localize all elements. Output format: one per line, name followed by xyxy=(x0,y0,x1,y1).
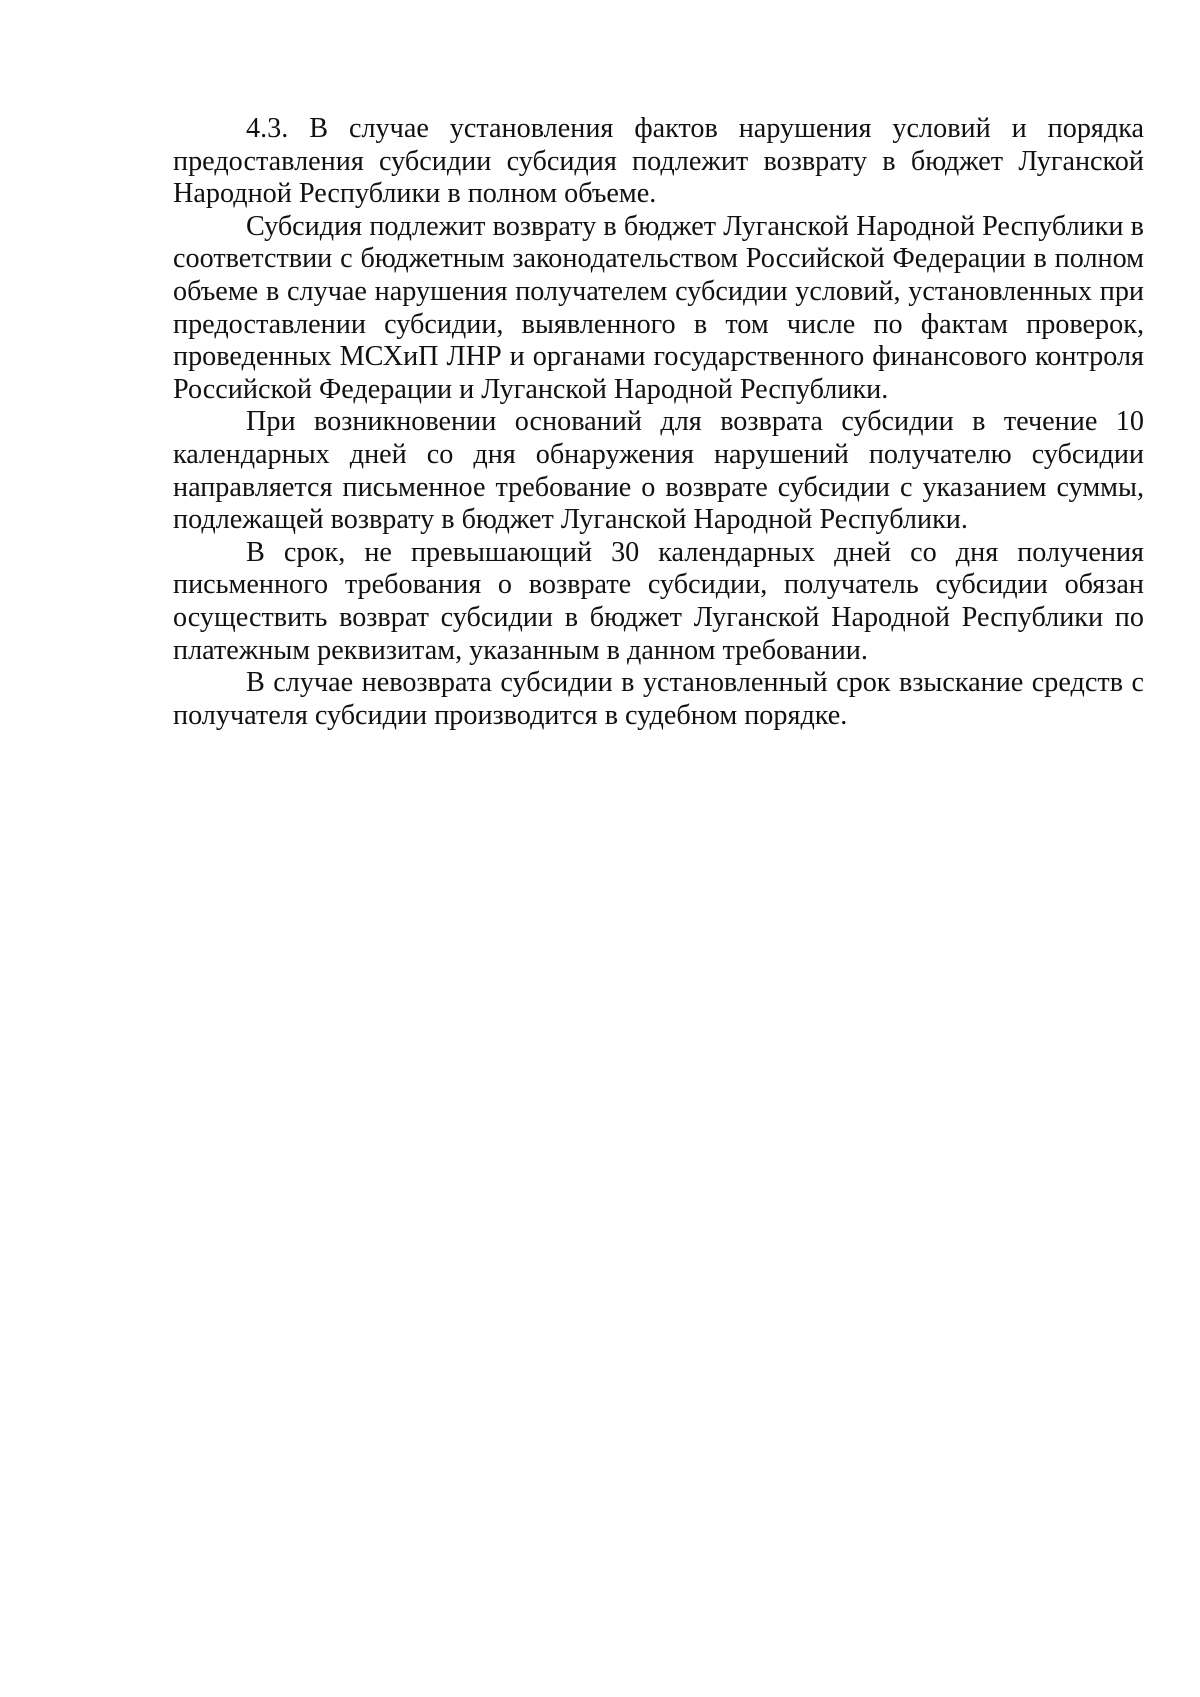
paragraph-4-3: 4.3. В случае установления фактов нарушения условий и порядка предоставления субсидии субсидия подлежит возврату в бюджет Луганской Народной Республики в полном объеме. xyxy=(173,113,1144,210)
paragraph-judicial-recovery: В случае невозврата субсидии в установленный срок взыскание средств с получателя субсидии производится в судебном порядке. xyxy=(173,667,1144,731)
paragraph-refund-notice: При возникновении оснований для возврата субсидии в течение 10 календарных дней со дня обнаружения нарушений получателю субсидии направляется письменное требование о возврате субсидии с указанием суммы, подлежащей возврату в бюджет Луганской Народной Республики. xyxy=(173,406,1144,536)
paragraph-refund-conditions: Субсидия подлежит возврату в бюджет Луганской Народной Республики в соответствии с бюджетным законодательством Российской Федерации в полном объеме в случае нарушения получателем субсидии условий, установленных при предоставлении субсидии, выявленного в том числе по фактам проверок, проведенных МСХиП ЛНР и органами государственного финансового контроля Российской Федерации и Луганской Народной Республики. xyxy=(173,210,1144,405)
paragraph-refund-deadline: В срок, не превышающий 30 календарных дней со дня получения письменного требования о возврате субсидии, получатель субсидии обязан осуществить возврат субсидии в бюджет Луганской Народной Республики по платежным реквизитам, указанным в данном требовании. xyxy=(173,536,1144,666)
document-body xyxy=(173,113,1144,732)
